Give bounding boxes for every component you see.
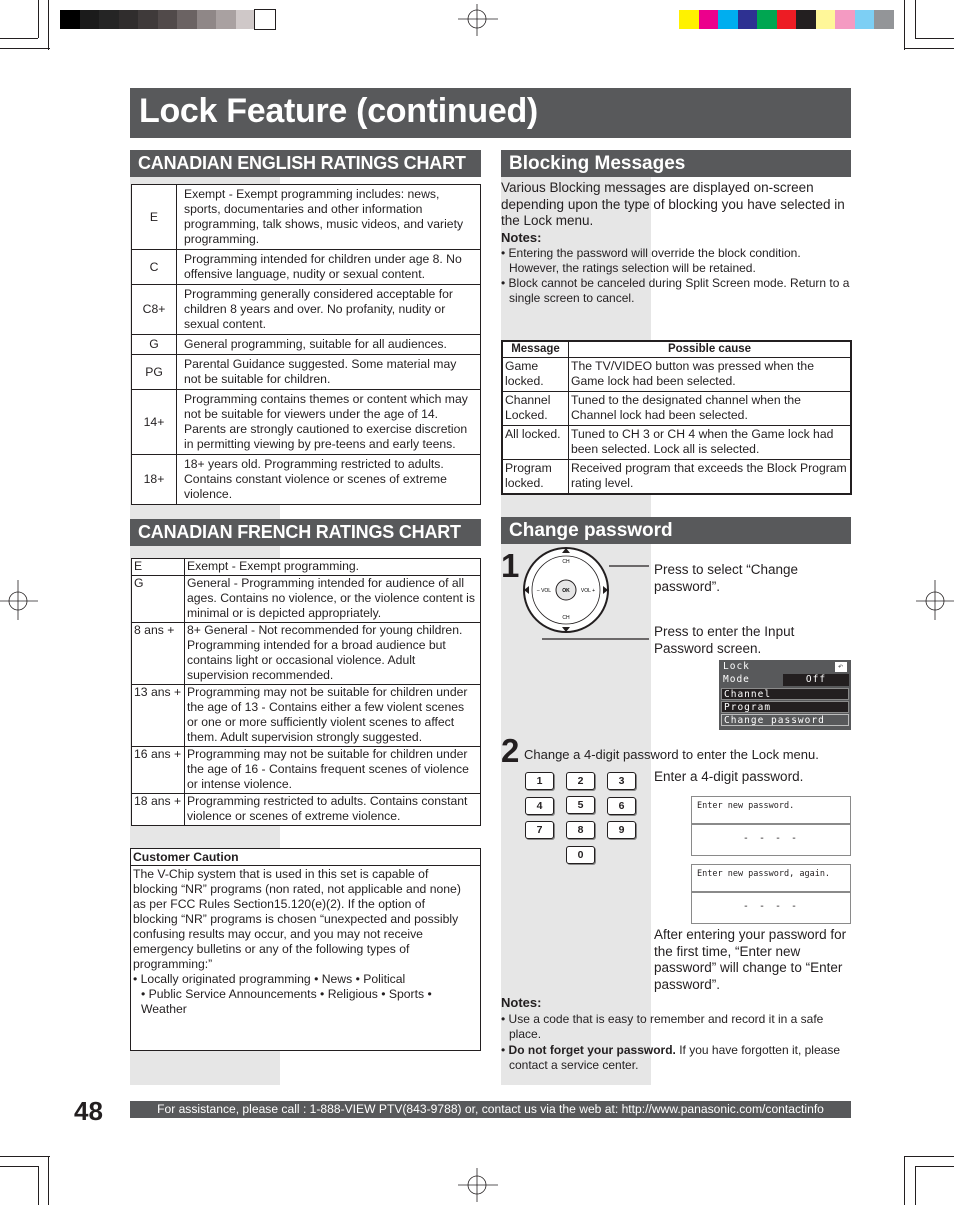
blocking-message-row [502, 426, 851, 460]
french-rating-row [132, 747, 481, 794]
rating-code: 13 ans + [132, 685, 185, 747]
english-rating-row [132, 250, 481, 285]
message-cell: Channel Locked. [502, 392, 569, 426]
step-1-select-text: Press to select “Change password”. [654, 562, 799, 594]
grayscale-swatch [60, 10, 80, 29]
rating-description: Parental Guidance suggested. Some material may not be suitable for children. [177, 355, 481, 390]
vol-up-label: VOL + [580, 588, 596, 594]
message-cell: All locked. [502, 426, 569, 460]
grayscale-swatch [119, 10, 139, 29]
key-6[interactable]: 6 [607, 797, 636, 815]
password-notes-label: Notes: [501, 995, 542, 1010]
password-warning-bold: Do not forget your password. [508, 1043, 676, 1057]
key-9[interactable]: 9 [607, 821, 636, 839]
french-ratings-table [131, 558, 481, 826]
key-0[interactable]: 0 [566, 846, 595, 864]
french-rating-row [132, 794, 481, 826]
english-rating-row [132, 185, 481, 250]
grayscale-swatch [216, 10, 236, 29]
password-note-2 [501, 1043, 854, 1073]
blocking-note-1: • Entering the password will override the block condition. However, the ratings selection will be retained. [501, 246, 801, 275]
cause-cell: The TV/VIDEO button was pressed when the Game lock had been selected. [569, 358, 852, 392]
grayscale-swatch [197, 10, 217, 29]
key-2[interactable]: 2 [566, 772, 595, 790]
color-swatch [718, 10, 738, 29]
grayscale-swatch [177, 10, 197, 29]
customer-caution-bullets-1: • Locally originated programming • News • Political [133, 972, 406, 986]
color-swatch [757, 10, 777, 29]
mode-label: Mode [723, 674, 750, 685]
key-5[interactable]: 5 [566, 796, 595, 814]
color-swatch [738, 10, 758, 29]
rating-code: G [132, 576, 185, 623]
confirm-password-entry-field[interactable]: - - - - [742, 901, 800, 912]
ok-label: OK [562, 588, 570, 594]
color-swatch [855, 10, 875, 29]
rating-description: Programming generally considered acceptable for children 8 years and over. No profanity, nudity or sexual content. [177, 285, 481, 335]
return-icon[interactable]: ↶ [835, 662, 847, 672]
rating-code: 14+ [132, 390, 177, 455]
blocking-intro: Various Blocking messages are displayed on-screen depending upon the type of blocking you have selected in the Lock menu. [501, 180, 845, 228]
lock-menu-program-row[interactable] [721, 701, 849, 713]
customer-caution-body: The V-Chip system that is used in this set is capable of blocking “NR” programs (non rated, not applicable and none) as per FCC Rules Section15.120(e)(2). If the option of blocking “NR” programs is chosen “unexpected and possibly confusing results may occur, and you may not receive emergency bulletins or any of the following types of programming:” [133, 867, 461, 971]
rating-code: E [132, 559, 185, 576]
french-rating-row [132, 685, 481, 747]
page-number: 48 [74, 1096, 103, 1126]
grayscale-swatch [99, 10, 119, 29]
lock-menu-osd [719, 660, 851, 730]
english-rating-row [132, 285, 481, 335]
grayscale-swatch [138, 10, 158, 29]
key-8[interactable]: 8 [566, 821, 595, 839]
rating-code: PG [132, 355, 177, 390]
blocking-messages-heading: Blocking Messages [501, 150, 851, 177]
footer-assistance-text: For assistance, please call : 1-888-VIEW PTV(843-9788) or, contact us via the web at: http://www.panasonic.com/contactinfo [157, 1102, 824, 1116]
vol-down-label: – VOL [536, 588, 552, 594]
cause-cell: Received program that exceeds the Block Program rating level. [569, 460, 852, 495]
customer-caution-box [130, 848, 481, 1051]
rating-description: Programming may not be suitable for children under the age of 16 - Contains frequent scenes of violence or intense violence. [185, 747, 481, 794]
color-swatch [835, 10, 855, 29]
ch-down-label: CH [562, 615, 570, 621]
english-rating-row [132, 455, 481, 505]
blocking-note-2: • Block cannot be canceled during Split Screen mode. Return to a single screen to cancel. [501, 276, 850, 305]
change-password-menu-item: Change password [724, 715, 825, 726]
key-3[interactable]: 3 [607, 772, 636, 790]
rating-description: Exempt - Exempt programming. [185, 559, 481, 576]
lock-menu-change-password-row[interactable] [721, 714, 849, 726]
lock-menu-channel-row[interactable] [721, 688, 849, 700]
footer-bar [130, 1101, 851, 1118]
blocking-message-row [502, 358, 851, 392]
enter-password-text: Enter a 4-digit password. [654, 769, 804, 784]
new-password-prompt: Enter new password. [692, 797, 850, 825]
after-entering-text: After entering your password for the first time, “Enter new password” will change to “Enter password”. [654, 927, 847, 992]
confirm-password-prompt: Enter new password, again. [692, 865, 850, 893]
english-ratings-heading: CANADIAN ENGLISH RATINGS CHART [130, 150, 481, 177]
note-bullet: • [501, 1043, 506, 1057]
rating-code: G [132, 335, 177, 355]
color-swatch [679, 10, 699, 29]
step-1-enter-text: Press to enter the Input Password screen. [654, 624, 795, 656]
french-ratings-heading: CANADIAN FRENCH RATINGS CHART [130, 519, 481, 546]
rating-description: Programming restricted to adults. Contains constant violence or scenes of extreme violence. [185, 794, 481, 826]
rating-description: Programming intended for children under age 8. No offensive language, nudity or sexual content. [177, 250, 481, 285]
rating-code: 18+ [132, 455, 177, 505]
lock-menu-mode-row[interactable] [721, 674, 849, 686]
customer-caution-heading: Customer Caution [131, 849, 480, 866]
color-swatch [874, 10, 894, 29]
lock-menu-title: Lock [723, 661, 750, 672]
key-7[interactable]: 7 [525, 821, 554, 839]
new-password-dialog [691, 796, 851, 856]
english-rating-row [132, 335, 481, 355]
password-entry-field[interactable]: - - - - [742, 833, 800, 844]
rating-description: Exempt - Exempt programming includes: news, sports, documentaries and other information programming, talk shows, music videos, and variety programming. [177, 185, 481, 250]
color-swatch [777, 10, 797, 29]
registration-mark-icon [0, 580, 40, 620]
step-2-text: Change a 4-digit password to enter the Lock menu. [524, 747, 819, 762]
page-title: Lock Feature (continued) [139, 92, 538, 130]
rating-code: C [132, 250, 177, 285]
cause-column-header: Possible cause [569, 341, 852, 358]
rating-code: 18 ans + [132, 794, 185, 826]
rating-code: 16 ans + [132, 747, 185, 794]
french-rating-row [132, 559, 481, 576]
registration-mark-icon [914, 580, 954, 620]
step-2-number: 2 [501, 732, 520, 769]
change-password-heading: Change password [501, 517, 851, 544]
french-rating-row [132, 623, 481, 685]
english-rating-row [132, 355, 481, 390]
rating-description: Programming may not be suitable for children under the age of 13 - Contains either a few violent scenes or one or more sufficiently violent scenes to affect them. Adult supervision strongly suggested. [185, 685, 481, 747]
registration-mark-icon [458, 1166, 498, 1205]
grayscale-swatch [80, 10, 100, 29]
rating-description: General programming, suitable for all audiences. [177, 335, 481, 355]
customer-caution-bullets-2: • Public Service Announcements • Religious • Sports • Weather [141, 987, 432, 1016]
mode-value: Off [783, 674, 849, 686]
rating-description: 18+ years old. Programming restricted to adults. Contains constant violence or scenes of extreme violence. [177, 455, 481, 505]
registration-mark-icon [458, 0, 498, 40]
color-swatch [796, 10, 816, 29]
page-title-bar [130, 88, 851, 138]
lock-menu-title-row [721, 661, 849, 673]
blocking-message-row [502, 392, 851, 426]
cause-cell: Tuned to CH 3 or CH 4 when the Game lock had been selected. Lock all is selected. [569, 426, 852, 460]
rating-description: Programming contains themes or content which may not be suitable for viewers under the age of 14. Parents are strongly cautioned to exercise discretion in permitting viewing by pre-teens and early teens. [177, 390, 481, 455]
grayscale-swatch [158, 10, 178, 29]
remote-navigation-pad[interactable] [522, 546, 652, 646]
rating-code: 8 ans + [132, 623, 185, 685]
program-menu-item: Program [724, 702, 772, 713]
english-rating-row [132, 390, 481, 455]
key-1[interactable]: 1 [525, 772, 554, 790]
english-ratings-table [131, 184, 481, 505]
password-warning-rest: If you have forgotten it, please contact a service center. [509, 1043, 840, 1072]
cause-cell: Tuned to the designated channel when the Channel lock had been selected. [569, 392, 852, 426]
blocking-notes-label: Notes: [501, 230, 542, 245]
ch-up-label: CH [562, 559, 570, 565]
rating-code: C8+ [132, 285, 177, 335]
password-note-1: • Use a code that is easy to remember and record it in a safe place. [501, 1012, 824, 1041]
color-swatch [816, 10, 836, 29]
rating-description: General - Programming intended for audience of all ages. Contains no violence, or the violence content is minimal or is depicted appropriately. [185, 576, 481, 623]
rating-code: E [132, 185, 177, 250]
channel-menu-item: Channel [724, 689, 772, 700]
french-rating-row [132, 576, 481, 623]
message-column-header: Message [502, 341, 569, 358]
blocking-message-row [502, 460, 851, 495]
key-4[interactable]: 4 [525, 797, 554, 815]
grayscale-swatch [255, 10, 275, 29]
rating-description: 8+ General - Not recommended for young children. Programming intended for a broad audience but contains light or occasional violence. Adult supervision recommended. [185, 623, 481, 685]
blocking-messages-table [501, 340, 852, 495]
step-1-number: 1 [501, 547, 520, 584]
grayscale-swatch [236, 10, 256, 29]
message-cell: Program locked. [502, 460, 569, 495]
message-cell: Game locked. [502, 358, 569, 392]
color-swatch [699, 10, 719, 29]
confirm-password-dialog [691, 864, 851, 924]
